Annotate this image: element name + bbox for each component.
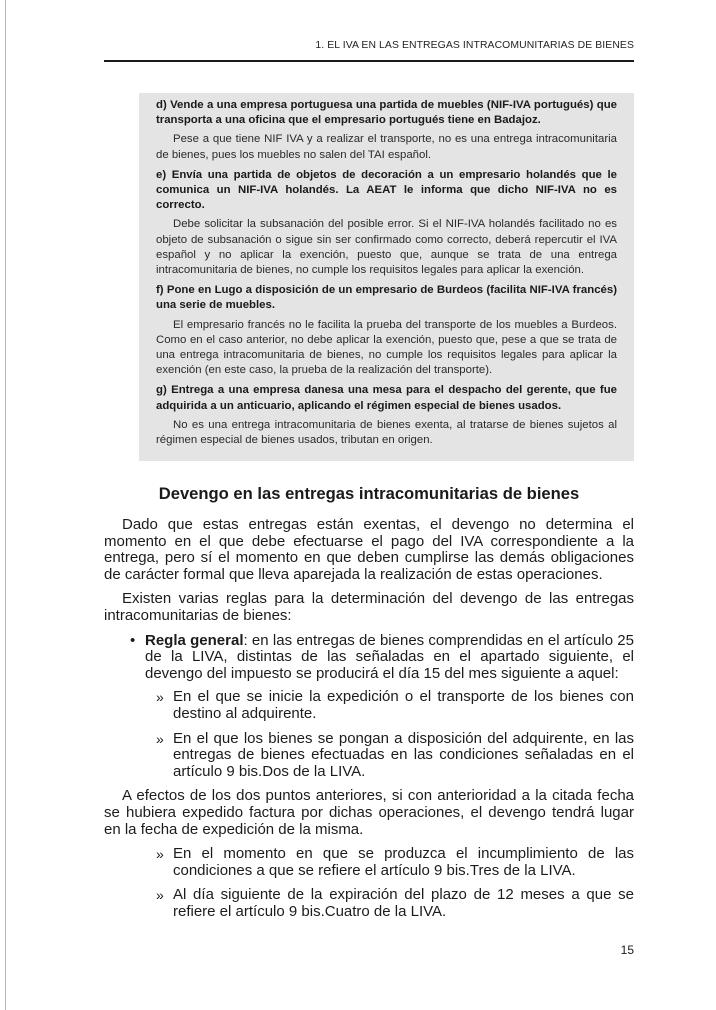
bullet-text-wrap	[145, 633, 634, 683]
sub-item	[156, 887, 634, 920]
paragraph-3: A efectos de los dos puntos anteriores, si con anterioridad a la citada fecha se hubiera expedido factura por dichas operaciones, el devengo tendrá lugar en la fecha de expedición de la misma.	[104, 787, 634, 838]
case-g-answer: No es una entrega intracomunitaria de bienes exenta, al tratarse de bienes sujetos al régimen especial de bienes usados, tributan en origen.	[156, 418, 617, 447]
sub-item	[156, 731, 634, 781]
section-body	[104, 517, 634, 928]
case-f-question: f) Pone en Lugo a disposición de un empresario de Burdeos (facilita NIF-IVA francés) una serie de muebles.	[156, 284, 617, 312]
sub-item-text: Al día siguiente de la expiración del plazo de 12 meses a que se refiere el artículo 9 bis.Cuatro de la LIVA.	[173, 886, 634, 920]
sub-item	[156, 846, 634, 879]
running-header: 1. EL IVA EN LAS ENTREGAS INTRACOMUNITARIAS DE BIENES	[315, 40, 634, 51]
paragraph-1: Dado que estas entregas están exentas, el devengo no determina el momento en el que debe efectuarse el pago del IVA correspondiente a la entrega, pero sí el momento en que deben cumplirse las demás obligaciones de carácter formal que lleva aparejada la realización de estas operaciones.	[104, 516, 634, 583]
case-e-answer: Debe solicitar la subsanación del posible error. Si el NIF-IVA holandés facilitado no es objeto de subsanación o sigue sin ser confirmado como correcto, deberá repercutir el IVA español y no aplicar la exención, puesto que, aunque se trata de una entrega intracomunitaria de bienes, no cumple los requisitos legales para aplicar la exención.	[156, 218, 617, 277]
sub-mark: »	[156, 846, 164, 863]
case-e-question: e) Envía una partida de objetos de decoración a un empresario holandés que le comunica un NIF-IVA holandés. La AEAT le informa que dicho NIF-IVA no es correcto.	[156, 168, 617, 212]
paragraph-2: Existen varias reglas para la determinación del devengo de las entregas intracomunitarias de bienes:	[104, 590, 634, 624]
case-d-question: d) Vende a una empresa portuguesa una partida de muebles (NIF-IVA portugués) que transporta a una oficina que el empresario portugués tiene en Badajoz.	[156, 99, 617, 127]
sub-item-text: En el que los bienes se pongan a disposición del adquirente, en las entregas de bienes efectuadas en las condiciones señaladas en el artículo 9 bis.Dos de la LIVA.	[173, 729, 634, 780]
page-left-edge	[5, 0, 6, 1010]
case-g-question: g) Entrega a una empresa danesa una mesa para el despacho del gerente, que fue adquirida a un anticuario, aplicando el régimen especial de bienes usados.	[156, 384, 617, 412]
bullet-lead: Regla general	[145, 631, 244, 649]
case-d-answer: Pese a que tiene NIF IVA y a realizar el transporte, no es una entrega intracomunitaria de bienes, pues los muebles no salen del TAI español.	[156, 133, 617, 161]
sub-item-text: En el que se inicie la expedición o el transporte de los bienes con destino al adquirente.	[173, 688, 634, 722]
bullet-text: : en las entregas de bienes comprendidas en el artículo 25 de la LIVA, distintas de las señaladas en el apartado siguiente, el devengo del impuesto se producirá el día 15 del mes siguiente a aquel:	[145, 631, 634, 682]
sub-item	[156, 689, 634, 722]
section-title: Devengo en las entregas intracomunitarias de bienes	[158, 484, 580, 503]
header-divider	[104, 60, 634, 62]
bullet-regla-general	[130, 633, 634, 683]
examples-box	[139, 93, 634, 461]
sub-item-text: En el momento en que se produzca el incumplimiento de las condiciones a que se refiere el artículo 9 bis.Tres de la LIVA.	[173, 845, 634, 879]
sub-mark: »	[156, 730, 164, 747]
sub-mark: »	[156, 887, 164, 904]
case-f-answer: El empresario francés no le facilita la prueba del transporte de los muebles a Burdeos. Como en el caso anterior, no debe aplicar la exención, puesto que, pese a que se trata de una entrega intracomunitaria de bienes, no cumple los requisitos legales para aplicar la exención (en este caso, la prueba de la realización del transporte).	[156, 318, 617, 377]
sub-mark: »	[156, 689, 164, 706]
bullet-mark: •	[130, 631, 136, 649]
page-number: 15	[620, 943, 634, 957]
